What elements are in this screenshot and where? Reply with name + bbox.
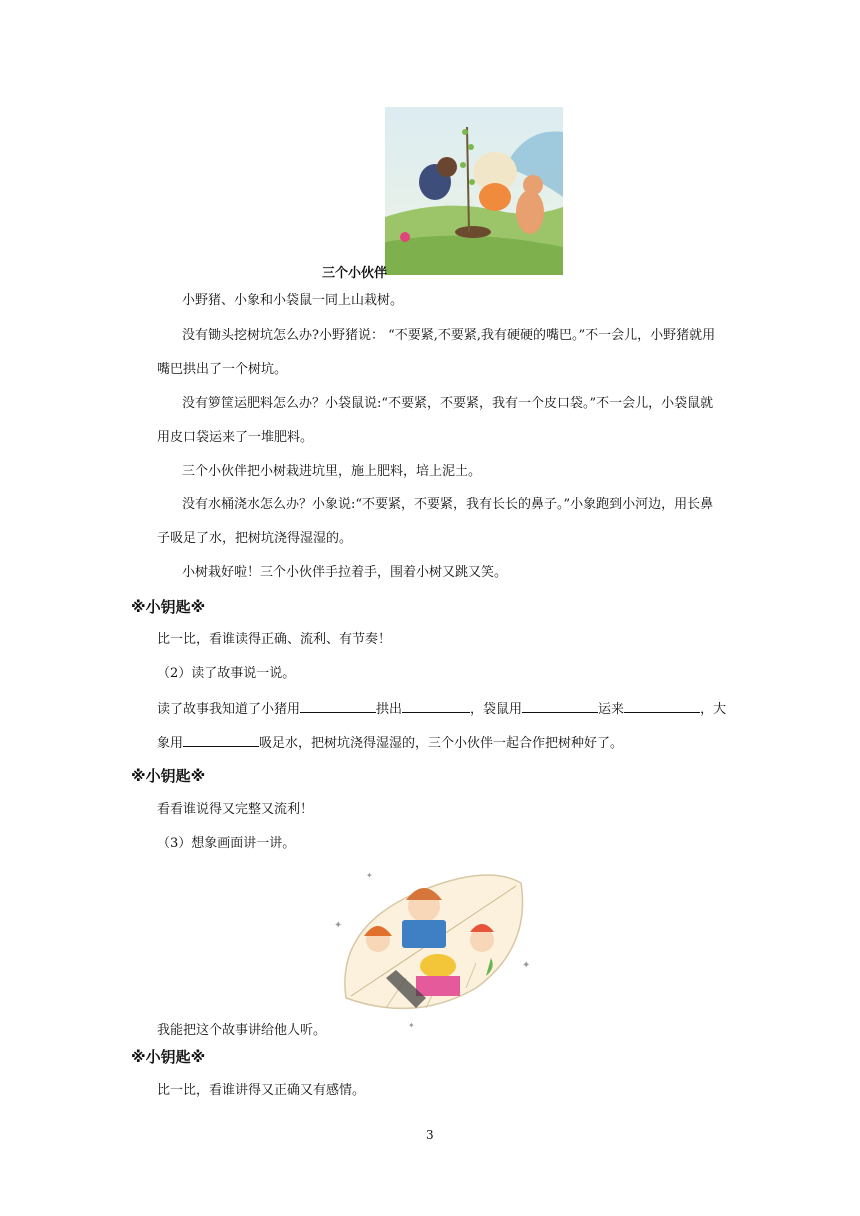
page-number: 3 xyxy=(426,1128,434,1142)
answer-blank[interactable] xyxy=(522,698,598,713)
children-reading-picture xyxy=(326,858,538,1030)
story-paragraph: 没有锄头挖树坑怎么办?小野猪说： “不要紧,不要紧,我有硬硬的嘴巴。”不一会儿，小野猪就用 xyxy=(182,328,716,343)
key-tip: 比一比，看谁讲得又正确又有感情。 xyxy=(157,1083,366,1098)
fill-blank-line-2 xyxy=(157,732,623,754)
story-illustration xyxy=(385,107,563,275)
svg-text:✦: ✦ xyxy=(334,920,343,931)
retell-line: 我能把这个故事讲给他人听。 xyxy=(157,1023,327,1038)
key-heading: ※小钥匙※ xyxy=(131,767,206,785)
svg-text:✦: ✦ xyxy=(366,871,373,880)
answer-blank[interactable] xyxy=(300,698,376,713)
answer-blank[interactable] xyxy=(402,698,470,713)
question-label: （2）读了故事说一说。 xyxy=(157,666,296,681)
key-tip: 比一比，看谁读得正确、流利、有节奏！ xyxy=(157,632,392,647)
question-label: （3）想象画面讲一讲。 xyxy=(157,836,296,851)
fill-text: 运来 xyxy=(598,702,625,717)
fill-text: ，袋鼠用 xyxy=(470,702,523,717)
answer-blank[interactable] xyxy=(624,698,700,713)
story-paragraph: 子吸足了水，把树坑浇得湿湿的。 xyxy=(157,531,353,546)
story-paragraph: 小野猪、小象和小袋鼠一同上山栽树。 xyxy=(182,293,404,308)
story-paragraph: 没有水桶浇水怎么办？小象说:“不要紧，不要紧，我有长长的鼻子。”小象跑到小河边，用长鼻 xyxy=(182,497,714,512)
svg-text:✦: ✦ xyxy=(522,960,531,971)
fill-text: 拱出 xyxy=(376,702,403,717)
story-paragraph: 小树栽好啦！三个小伙伴手拉着手，围着小树又跳又笑。 xyxy=(182,565,508,580)
answer-blank[interactable] xyxy=(183,732,259,747)
story-paragraph: 没有箩筐运肥料怎么办？小袋鼠说:“不要紧，不要紧，我有一个皮口袋。”不一会儿，小袋鼠就 xyxy=(182,396,714,411)
story-paragraph: 三个小伙伴把小树栽进坑里，施上肥料，培上泥土。 xyxy=(182,464,482,479)
fill-text: 象用 xyxy=(157,736,184,751)
key-heading: ※小钥匙※ xyxy=(131,1048,206,1066)
story-paragraph: 用皮口袋运来了一堆肥料。 xyxy=(157,430,314,445)
fill-blank-line-1 xyxy=(157,698,726,720)
fill-text: ，大 xyxy=(700,702,727,717)
key-heading: ※小钥匙※ xyxy=(131,598,206,616)
svg-text:✦: ✦ xyxy=(408,1021,415,1030)
fill-text: 吸足水，把树坑浇得湿湿的，三个小伙伴一起合作把树种好了。 xyxy=(259,736,624,751)
key-tip: 看看谁说得又完整又流利！ xyxy=(157,802,314,817)
reading-illustration xyxy=(326,858,538,1030)
fill-text: 读了故事我知道了小猪用 xyxy=(157,702,301,717)
planting-tree-picture xyxy=(385,107,563,275)
story-paragraph: 嘴巴拱出了一个树坑。 xyxy=(157,362,288,377)
story-title: 三个小伙伴 xyxy=(322,266,388,281)
